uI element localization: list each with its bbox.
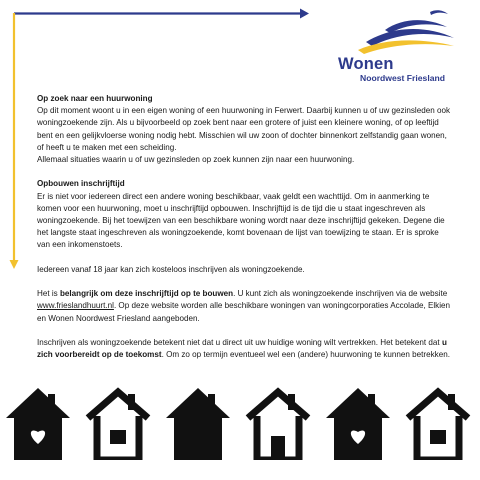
text-fragment: . U kunt zich als woningzoekende inschrijven via de website	[233, 289, 448, 299]
text-inschrijftijd: Er is niet voor iedereen direct een andere woning beschikbaar, vaak geldt een wachttijd. Om in aanmerking te komen voor een huurwoning, moet u inschrijftijd opbouwen. Inschrijftijd is de tijd die u staat ingeschreven als woningzoekende. Bij het toewijzen van een beschikbare woning wordt naar deze inschrijftijd gekeken. Degene die het langste staat ingeschreven als woningzoekende, komt bovenaan de lijst van toewijzing te staan. Er is sproke van een inkomenstoets.	[37, 191, 445, 250]
houses-row	[0, 384, 480, 460]
section-inschrijftijd	[37, 178, 453, 251]
paragraph-toekomst	[37, 337, 453, 361]
text-fragment: . Om zo op termijn eventueel wel een (andere) huurwoning te kunnen betrekken.	[161, 350, 450, 360]
section-huurwoning	[37, 93, 453, 166]
website-link[interactable]: www.frieslandhuurt.nl	[37, 301, 114, 311]
house-filled-icon	[166, 388, 230, 460]
house-outline-icon	[88, 392, 148, 460]
text-fragment: Inschrijven als woningzoekende betekent niet dat u direct uit uw huidige woning wilt vertrekken. Het betekent dat	[37, 338, 442, 347]
bold-belangrijk: belangrijk om deze inschrijftijd op te bouwen	[59, 289, 234, 299]
logo-name: Wonen	[338, 55, 394, 73]
house-outline-icon	[408, 392, 468, 460]
text-huurwoning: Op dit moment woont u in een eigen woning of een huurwoning in Ferwert. Daarbij kunnen u of uw gezinsleden ook woningzoekende zijn. Als u bijvoorbeeld op zoek bent naar een grotere of juist een kleinere woning, of op leeftijd bent en een gelijkvloerse woning nodig hebt. Misschien wil uw zoon of dochter binnenkort zelfstandig gaan wonen, of heeft u te maken met een scheiding.	[37, 106, 451, 152]
bold-toekomst: u zich voorbereidt op de toekomst	[37, 338, 447, 360]
house-heart-icon	[326, 388, 390, 460]
text-huurwoning-2: Allemaal situaties waarin u of uw gezinsleden op zoek kunnen zijn naar een huurwoning.	[37, 155, 355, 165]
logo-subtitle: Noordwest Friesland	[360, 73, 445, 83]
paragraph-leeftijd: Iedereen vanaf 18 jaar kan zich kosteloos inschrijven als woningzoekende.	[37, 264, 305, 274]
article-body	[37, 93, 453, 374]
house-door-icon	[248, 392, 308, 460]
text-fragment: . Op deze website worden alle beschikbare woningen van woningcorporaties Accolade, Elkien en Wonen Noordwest Friesland aangeboden.	[37, 301, 451, 323]
heading-huurwoning: Op zoek naar een huurwoning	[37, 94, 153, 103]
paragraph-belangrijk	[37, 288, 453, 325]
heading-inschrijftijd: Opbouwen inschrijftijd	[37, 179, 125, 189]
house-heart-icon	[6, 388, 70, 460]
text-fragment: Het is	[37, 289, 60, 299]
